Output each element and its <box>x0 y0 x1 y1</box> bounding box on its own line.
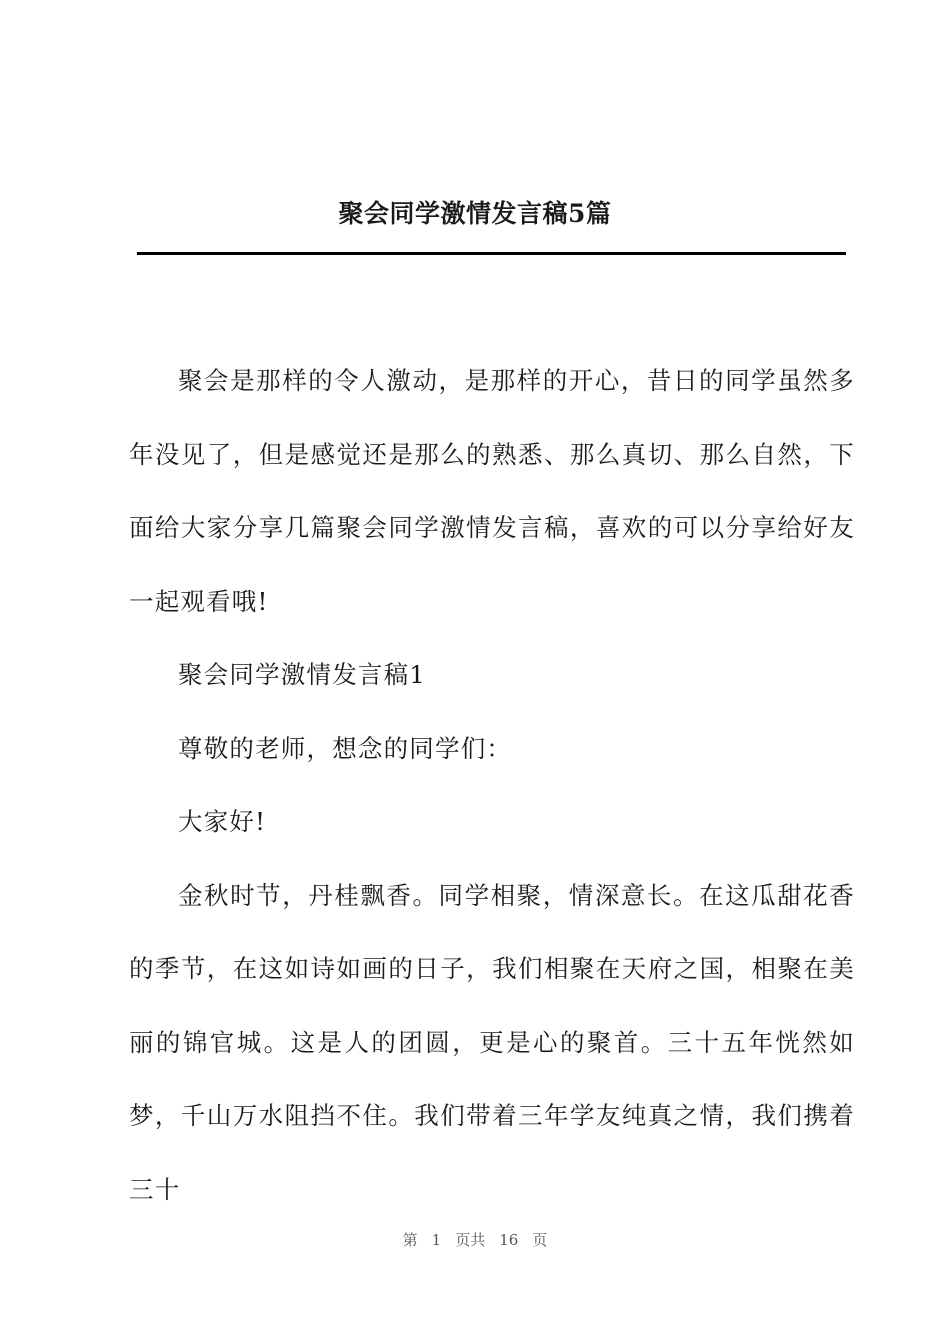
section-heading: 聚会同学激情发言稿1 <box>178 660 427 689</box>
footer-total-pages: 16 <box>499 1231 519 1249</box>
title-divider <box>137 252 846 255</box>
document-body <box>129 344 855 1226</box>
footer-middle: 页共 <box>455 1231 486 1249</box>
footer-page-number: 1 <box>431 1231 442 1249</box>
salutation: 尊敬的老师，想念的同学们： <box>178 733 513 763</box>
page-footer <box>0 1228 950 1252</box>
footer-suffix: 页 <box>532 1231 548 1249</box>
greeting: 大家好! <box>178 807 267 836</box>
footer-prefix: 第 <box>402 1231 418 1249</box>
intro-paragraph: 聚会是那样的令人激动，是那样的开心，昔日的同学虽然多年没见了，但是感觉还是那么的熟悉、那么真切、那么自然，下面给大家分享几篇聚会同学激情发言稿，喜欢的可以分享给好友一起观看哦! <box>129 366 855 616</box>
body-paragraph: 金秋时节，丹桂飘香。同学相聚，情深意长。在这瓜甜花香的季节，在这如诗如画的日子，我们相聚在天府之国，相聚在美丽的锦官城。这是人的团圆，更是心的聚首。三十五年恍然如梦，千山万水阻挡不住。我们带着三年学友纯真之情，我们携着三十 <box>129 880 855 1204</box>
document-title: 聚会同学激情发言稿5篇 <box>338 199 612 228</box>
